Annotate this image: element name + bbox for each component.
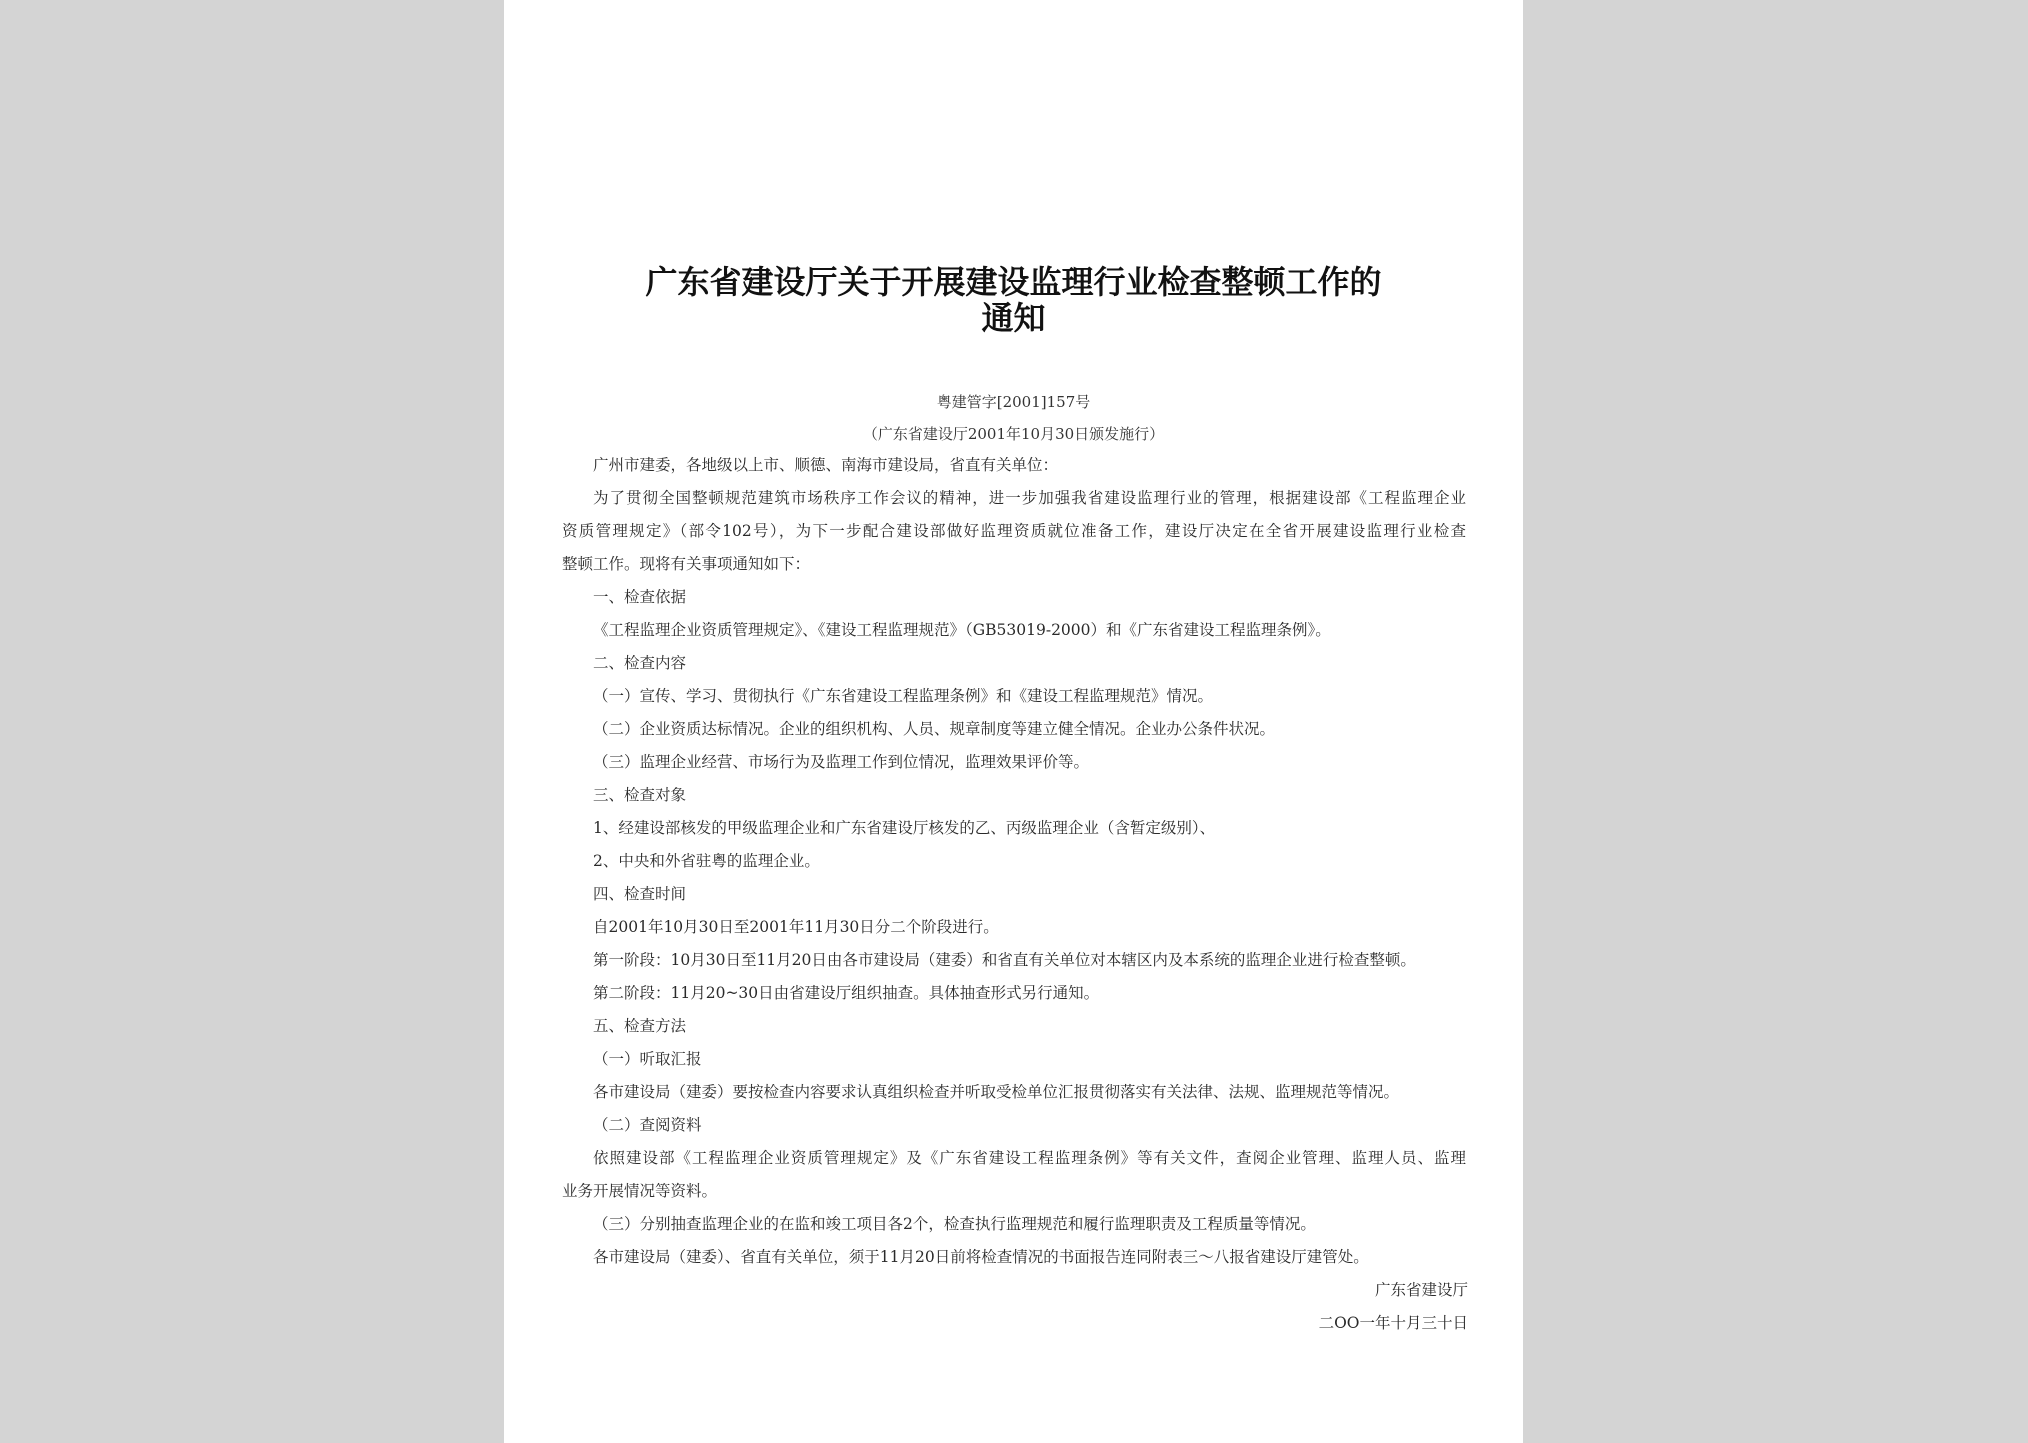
document-title-line1: 广东省建设厅关于开展建设监理行业检查整顿工作的 xyxy=(645,263,1382,301)
list-item: 第二阶段：11月20~30日由省建设厅组织抽查。具体抽查形式另行通知。 xyxy=(593,984,1100,1002)
section-heading: 四、检查时间 xyxy=(593,885,687,903)
section-text: 依照建设部《工程监理企业资质管理规定》及《广东省建设工程监理条例》等有关文件，查阅企业管理、监理人员、监理 xyxy=(593,1149,1466,1167)
section-heading: 二、检查内容 xyxy=(593,654,687,672)
closing-text: 各市建设局（建委）、省直有关单位，须于11月20日前将检查情况的书面报告连同附表三～八报省建设厅建管处。 xyxy=(593,1248,1369,1266)
document-page xyxy=(504,0,1523,1443)
issue-note: （广东省建设厅2001年10月30日颁发施行） xyxy=(862,425,1165,443)
section-text: 业务开展情况等资料。 xyxy=(562,1182,718,1200)
section-heading: 五、检查方法 xyxy=(593,1017,687,1035)
list-item: （一）宣传、学习、贯彻执行《广东省建设工程监理条例》和《建设工程监理规范》情况。 xyxy=(593,687,1214,705)
list-item: （二）企业资质达标情况。企业的组织机构、人员、规章制度等建立健全情况。企业办公条件状况。 xyxy=(593,720,1276,738)
section-heading: 三、检查对象 xyxy=(593,786,687,804)
signer: 广东省建设厅 xyxy=(1374,1281,1468,1299)
issue-date: 二OO一年十月三十日 xyxy=(1318,1314,1468,1332)
list-item: （三）监理企业经营、市场行为及监理工作到位情况，监理效果评价等。 xyxy=(593,753,1090,771)
intro-line: 为了贯彻全国整顿规范建筑市场秩序工作会议的精神，进一步加强我省建设监理行业的管理，根据建设部《工程监理企业 xyxy=(593,489,1466,507)
subsection-heading: （二）查阅资料 xyxy=(593,1116,702,1134)
document-title-line2: 通知 xyxy=(981,299,1046,337)
addressee: 广州市建委，各地级以上市、顺德、南海市建设局，省直有关单位： xyxy=(593,456,1059,474)
subsection-heading: （一）听取汇报 xyxy=(593,1050,702,1068)
list-item: 第一阶段：10月30日至11月20日由各市建设局（建委）和省直有关单位对本辖区内及本系统的监理企业进行检查整顿。 xyxy=(593,951,1416,969)
list-item: 自2001年10月30日至2001年11月30日分二个阶段进行。 xyxy=(593,918,999,936)
section-text: （三）分别抽查监理企业的在监和竣工项目各2个，检查执行监理规范和履行监理职责及工程质量等情况。 xyxy=(593,1215,1316,1233)
list-item: 1、经建设部核发的甲级监理企业和广东省建设厅核发的乙、丙级监理企业（含暂定级别）、 xyxy=(593,819,1216,837)
document-number: 粤建管字[2001]157号 xyxy=(936,393,1091,411)
section-text: 《工程监理企业资质管理规定》、《建设工程监理规范》（GB53019-2000）和《广东省建设工程监理条例》。 xyxy=(593,621,1331,639)
section-heading: 一、检查依据 xyxy=(593,588,687,606)
list-item: 2、中央和外省驻粤的监理企业。 xyxy=(593,852,820,870)
section-text: 各市建设局（建委）要按检查内容要求认真组织检查并听取受检单位汇报贯彻落实有关法律、法规、监理规范等情况。 xyxy=(593,1083,1400,1101)
intro-line: 资质管理规定》（部令102号），为下一步配合建设部做好监理资质就位准备工作，建设厅决定在全省开展建设监理行业检查 xyxy=(562,522,1466,540)
intro-line: 整顿工作。现将有关事项通知如下： xyxy=(562,555,811,573)
